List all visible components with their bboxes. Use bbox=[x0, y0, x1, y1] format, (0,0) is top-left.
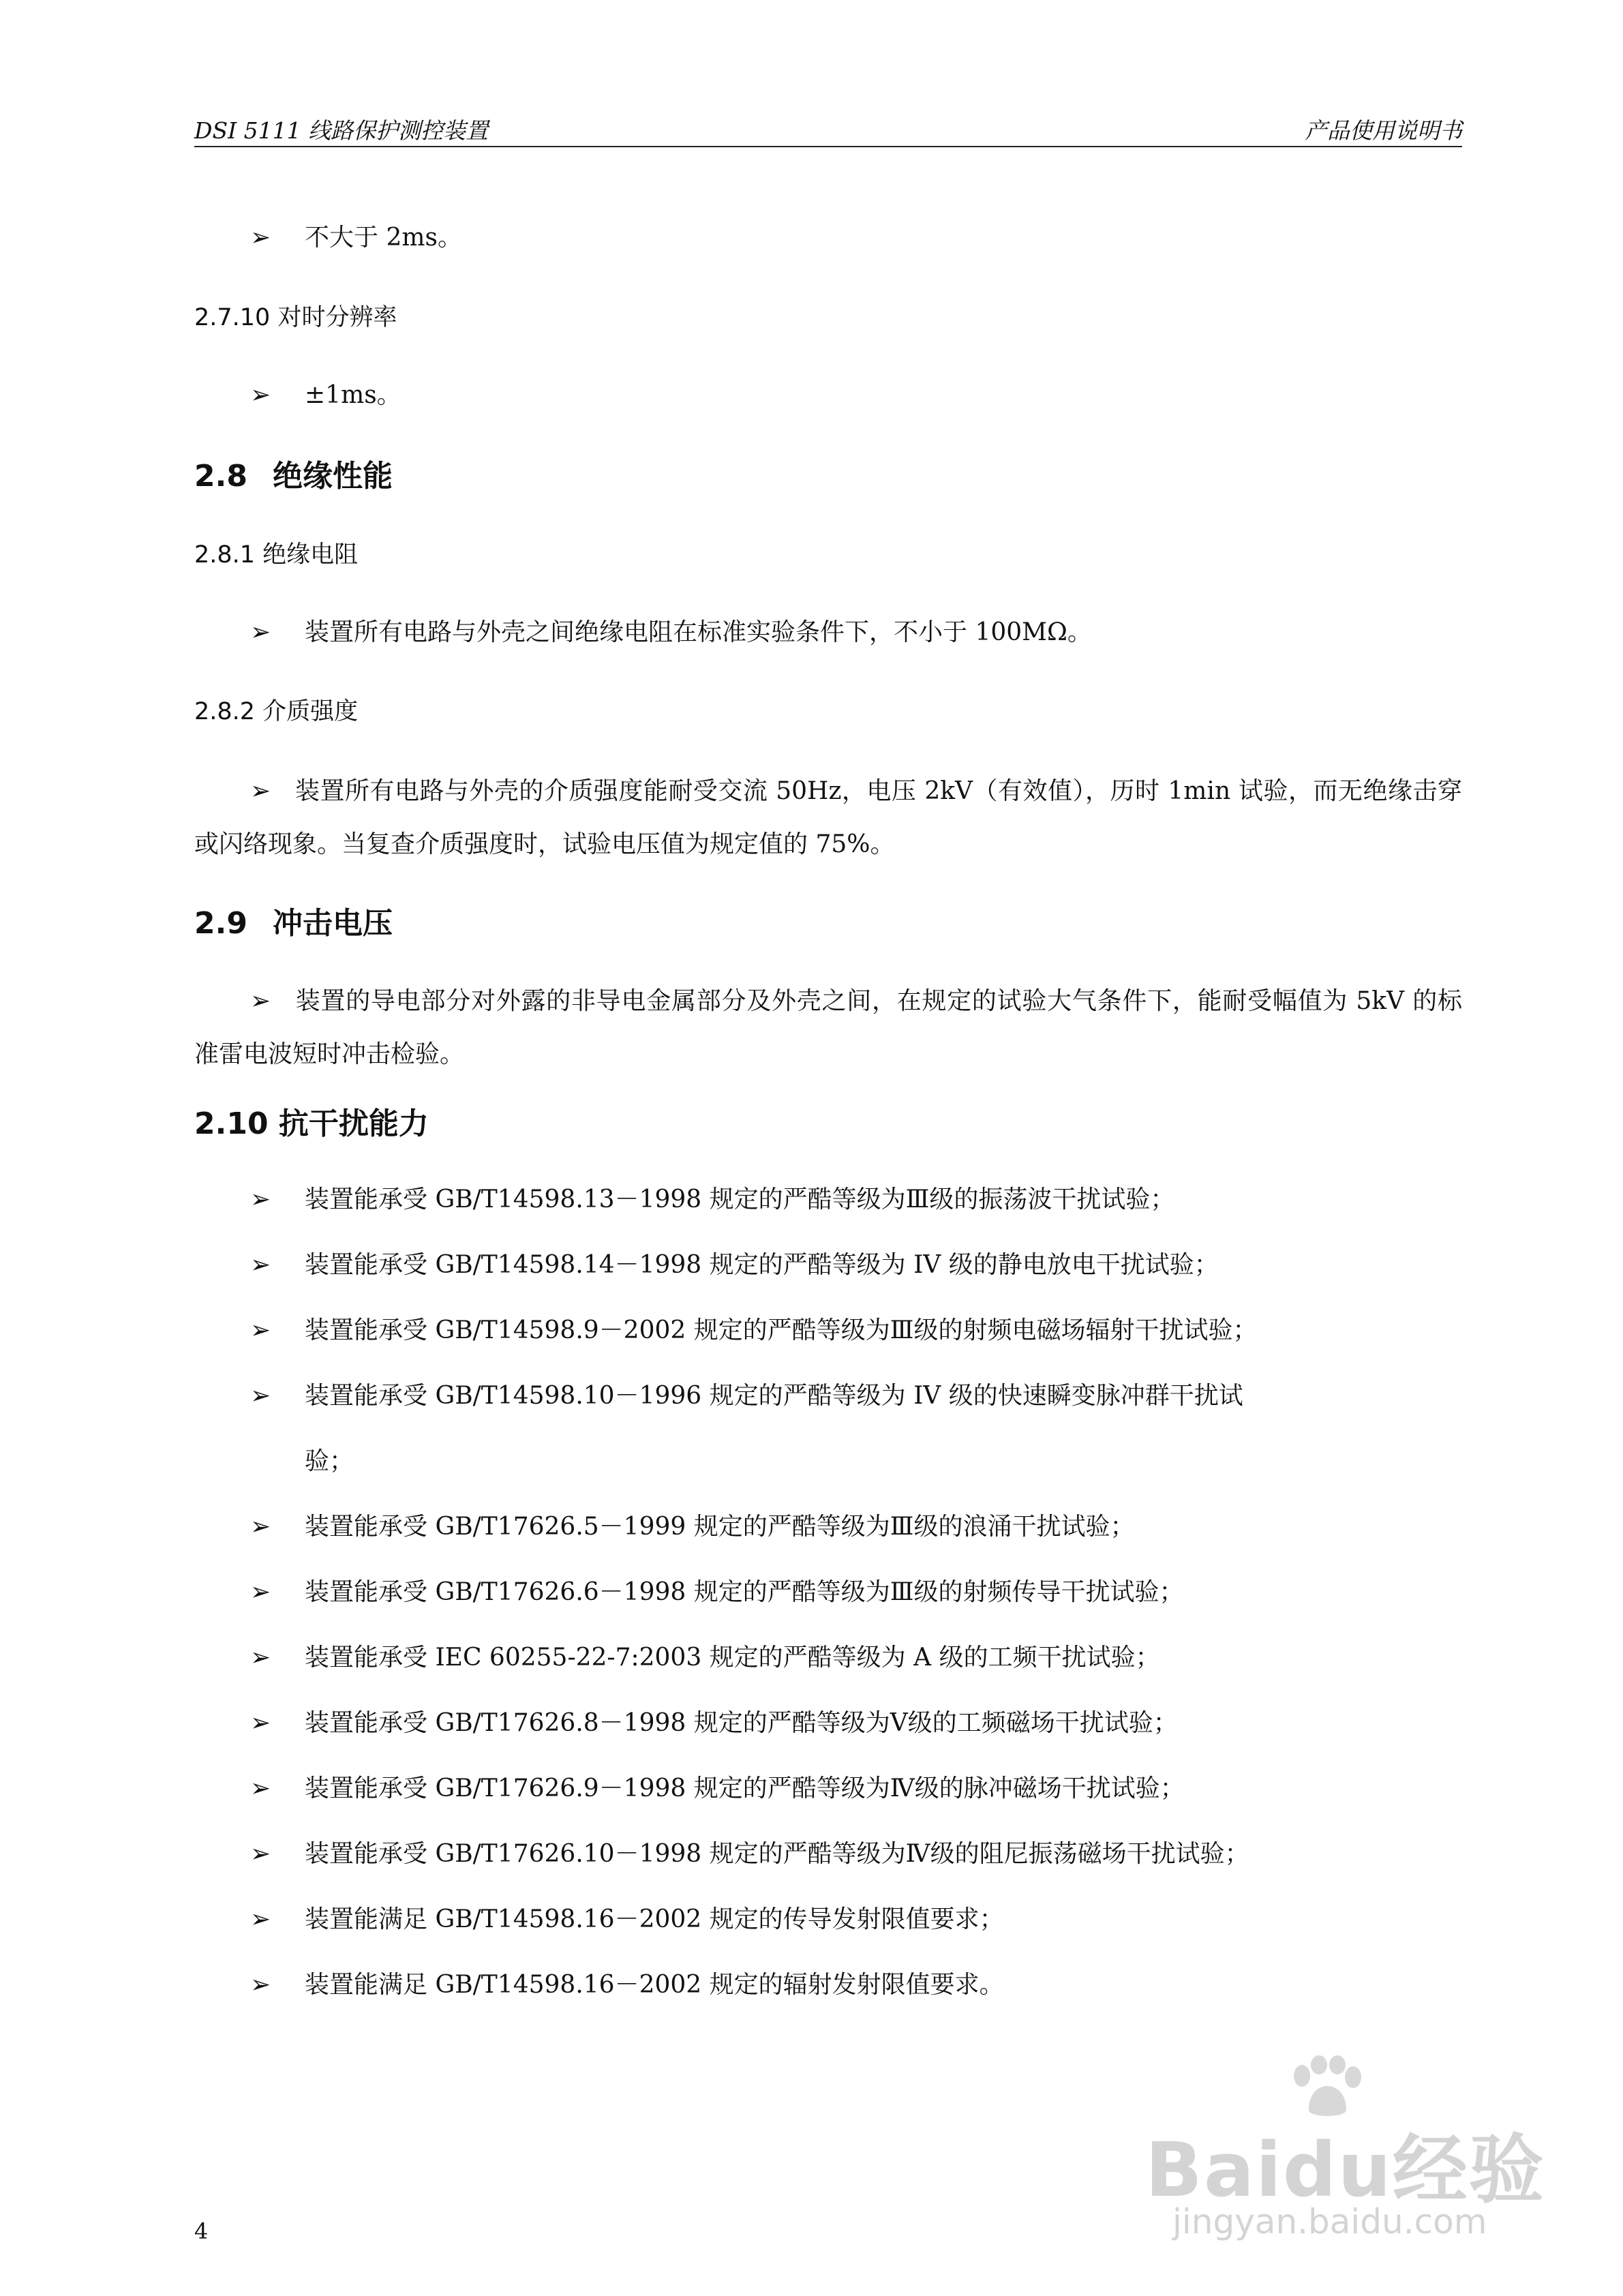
arrow-bullet-icon: ➢ bbox=[250, 987, 271, 1015]
section-number: 2.9 bbox=[194, 906, 247, 941]
list-item bbox=[250, 1238, 1470, 1293]
list-item bbox=[250, 1696, 1470, 1751]
paragraph-impulse-voltage bbox=[194, 975, 1462, 1081]
baidu-jingyan-watermark bbox=[1145, 2055, 1568, 2260]
list-item-text: 装置能承受 GB/T14598.14－1998 规定的严酷等级为 IV 级的静电放电干扰试验； bbox=[305, 1251, 1219, 1279]
arrow-bullet-icon: ➢ bbox=[250, 1251, 271, 1279]
arrow-bullet-icon: ➢ bbox=[250, 1513, 271, 1541]
paragraph-text: 装置所有电路与外壳的介质强度能耐受交流 50Hz，电压 2kV（有效值），历时 1min 试验，而无绝缘击穿或闪络现象。当复查介质强度时，试验电压值为规定值的 75%。 bbox=[194, 777, 1462, 858]
arrow-bullet-icon: ➢ bbox=[250, 1382, 271, 1410]
arrow-bullet-icon: ➢ bbox=[250, 1774, 271, 1802]
list-item bbox=[250, 1173, 1470, 1227]
list-item-text: 装置能承受 GB/T17626.5－1999 规定的严酷等级为Ⅲ级的浪涌干扰试验； bbox=[305, 1513, 1135, 1541]
list-item bbox=[250, 1892, 1470, 1947]
arrow-bullet-icon: ➢ bbox=[250, 1316, 271, 1344]
list-item bbox=[250, 1958, 1470, 2012]
list-item-text: 装置能承受 GB/T17626.6－1998 规定的严酷等级为Ⅲ级的射频传导干扰试验； bbox=[305, 1578, 1184, 1606]
bullet-item bbox=[250, 368, 1470, 423]
arrow-bullet-icon: ➢ bbox=[250, 1644, 271, 1672]
section-heading-2-8 bbox=[194, 451, 393, 495]
header-product-title: DSI 5111 线路保护测控装置 bbox=[194, 117, 489, 144]
arrow-bullet-icon: ➢ bbox=[250, 1185, 271, 1213]
section-title: 绝缘性能 bbox=[273, 459, 393, 494]
bullet-text: 装置所有电路与外壳之间绝缘电阻在标准实验条件下，不小于 100MΩ。 bbox=[305, 618, 1092, 646]
section-number: 2.8 bbox=[194, 459, 247, 494]
section-heading-2-8-1: 2.8.1 绝缘电阻 bbox=[194, 541, 359, 569]
section-heading-2-7-10: 2.7.10 对时分辨率 bbox=[194, 304, 397, 331]
section-heading-2-10: 2.10 抗干扰能力 bbox=[194, 1106, 429, 1141]
paragraph-dielectric-strength bbox=[194, 765, 1462, 871]
arrow-bullet-icon: ➢ bbox=[250, 777, 271, 805]
bullet-item bbox=[250, 605, 1470, 660]
list-item bbox=[250, 1369, 1470, 1423]
paragraph-text: 装置的导电部分对外露的非导电金属部分及外壳之间，在规定的试验大气条件下，能耐受幅值为 5kV 的标准雷电波短时冲击检验。 bbox=[194, 987, 1462, 1068]
list-item-text: 装置能满足 GB/T14598.16－2002 规定的传导发射限值要求； bbox=[305, 1905, 1004, 1933]
arrow-bullet-icon: ➢ bbox=[250, 1578, 271, 1606]
list-item-text: 装置能承受 GB/T14598.10－1996 规定的严酷等级为 IV 级的快速瞬变脉冲群干扰试 bbox=[305, 1382, 1243, 1410]
bullet-text: ±1ms。 bbox=[305, 381, 401, 409]
page-number: 4 bbox=[194, 2218, 209, 2244]
arrow-bullet-icon: ➢ bbox=[250, 1840, 271, 1868]
list-item bbox=[250, 1631, 1470, 1685]
list-item bbox=[250, 1500, 1470, 1554]
list-item-text: 装置能承受 IEC 60255-22-7:2003 规定的严酷等级为 A 级的工频干扰试验； bbox=[305, 1644, 1160, 1672]
list-item-text: 装置能承受 GB/T14598.9－2002 规定的严酷等级为Ⅲ级的射频电磁场辐射干扰试验； bbox=[305, 1316, 1258, 1344]
arrow-bullet-icon: ➢ bbox=[250, 1709, 271, 1737]
arrow-bullet-icon: ➢ bbox=[250, 618, 271, 646]
list-item bbox=[250, 1762, 1470, 1816]
list-item-text: 装置能承受 GB/T14598.13－1998 规定的严酷等级为Ⅲ级的振荡波干扰试验； bbox=[305, 1185, 1175, 1213]
watermark-url: jingyan.baidu.com bbox=[1172, 2202, 1487, 2241]
list-item bbox=[250, 1303, 1470, 1358]
list-item bbox=[250, 1565, 1470, 1620]
bullet-text: 不大于 2ms。 bbox=[305, 224, 462, 252]
arrow-bullet-icon: ➢ bbox=[250, 1905, 271, 1933]
list-item-text: 装置能承受 GB/T17626.8－1998 规定的严酷等级为Ⅴ级的工频磁场干扰试验； bbox=[305, 1709, 1178, 1737]
list-item-text: 装置能承受 GB/T17626.9－1998 规定的严酷等级为Ⅳ级的脉冲磁场干扰试验； bbox=[305, 1774, 1185, 1802]
arrow-bullet-icon: ➢ bbox=[250, 381, 271, 409]
list-item-text: 装置能满足 GB/T14598.16－2002 规定的辐射发射限值要求。 bbox=[305, 1971, 1004, 1999]
page-header bbox=[194, 113, 1462, 147]
section-heading-2-8-2: 2.8.2 介质强度 bbox=[194, 698, 359, 725]
list-item bbox=[250, 1827, 1470, 1882]
arrow-bullet-icon: ➢ bbox=[250, 224, 271, 252]
section-heading-2-9 bbox=[194, 898, 393, 942]
bullet-item bbox=[250, 211, 1470, 265]
list-item-continuation: 验； bbox=[305, 1447, 354, 1475]
arrow-bullet-icon: ➢ bbox=[250, 1971, 271, 1999]
list-item-text: 装置能承受 GB/T17626.10－1998 规定的严酷等级为Ⅳ级的阻尼振荡磁场干扰试验； bbox=[305, 1840, 1249, 1868]
watermark-brand: Baidu经验 bbox=[1145, 2126, 1545, 2214]
header-document-type: 产品使用说明书 bbox=[1305, 117, 1462, 144]
section-title: 冲击电压 bbox=[273, 906, 393, 941]
